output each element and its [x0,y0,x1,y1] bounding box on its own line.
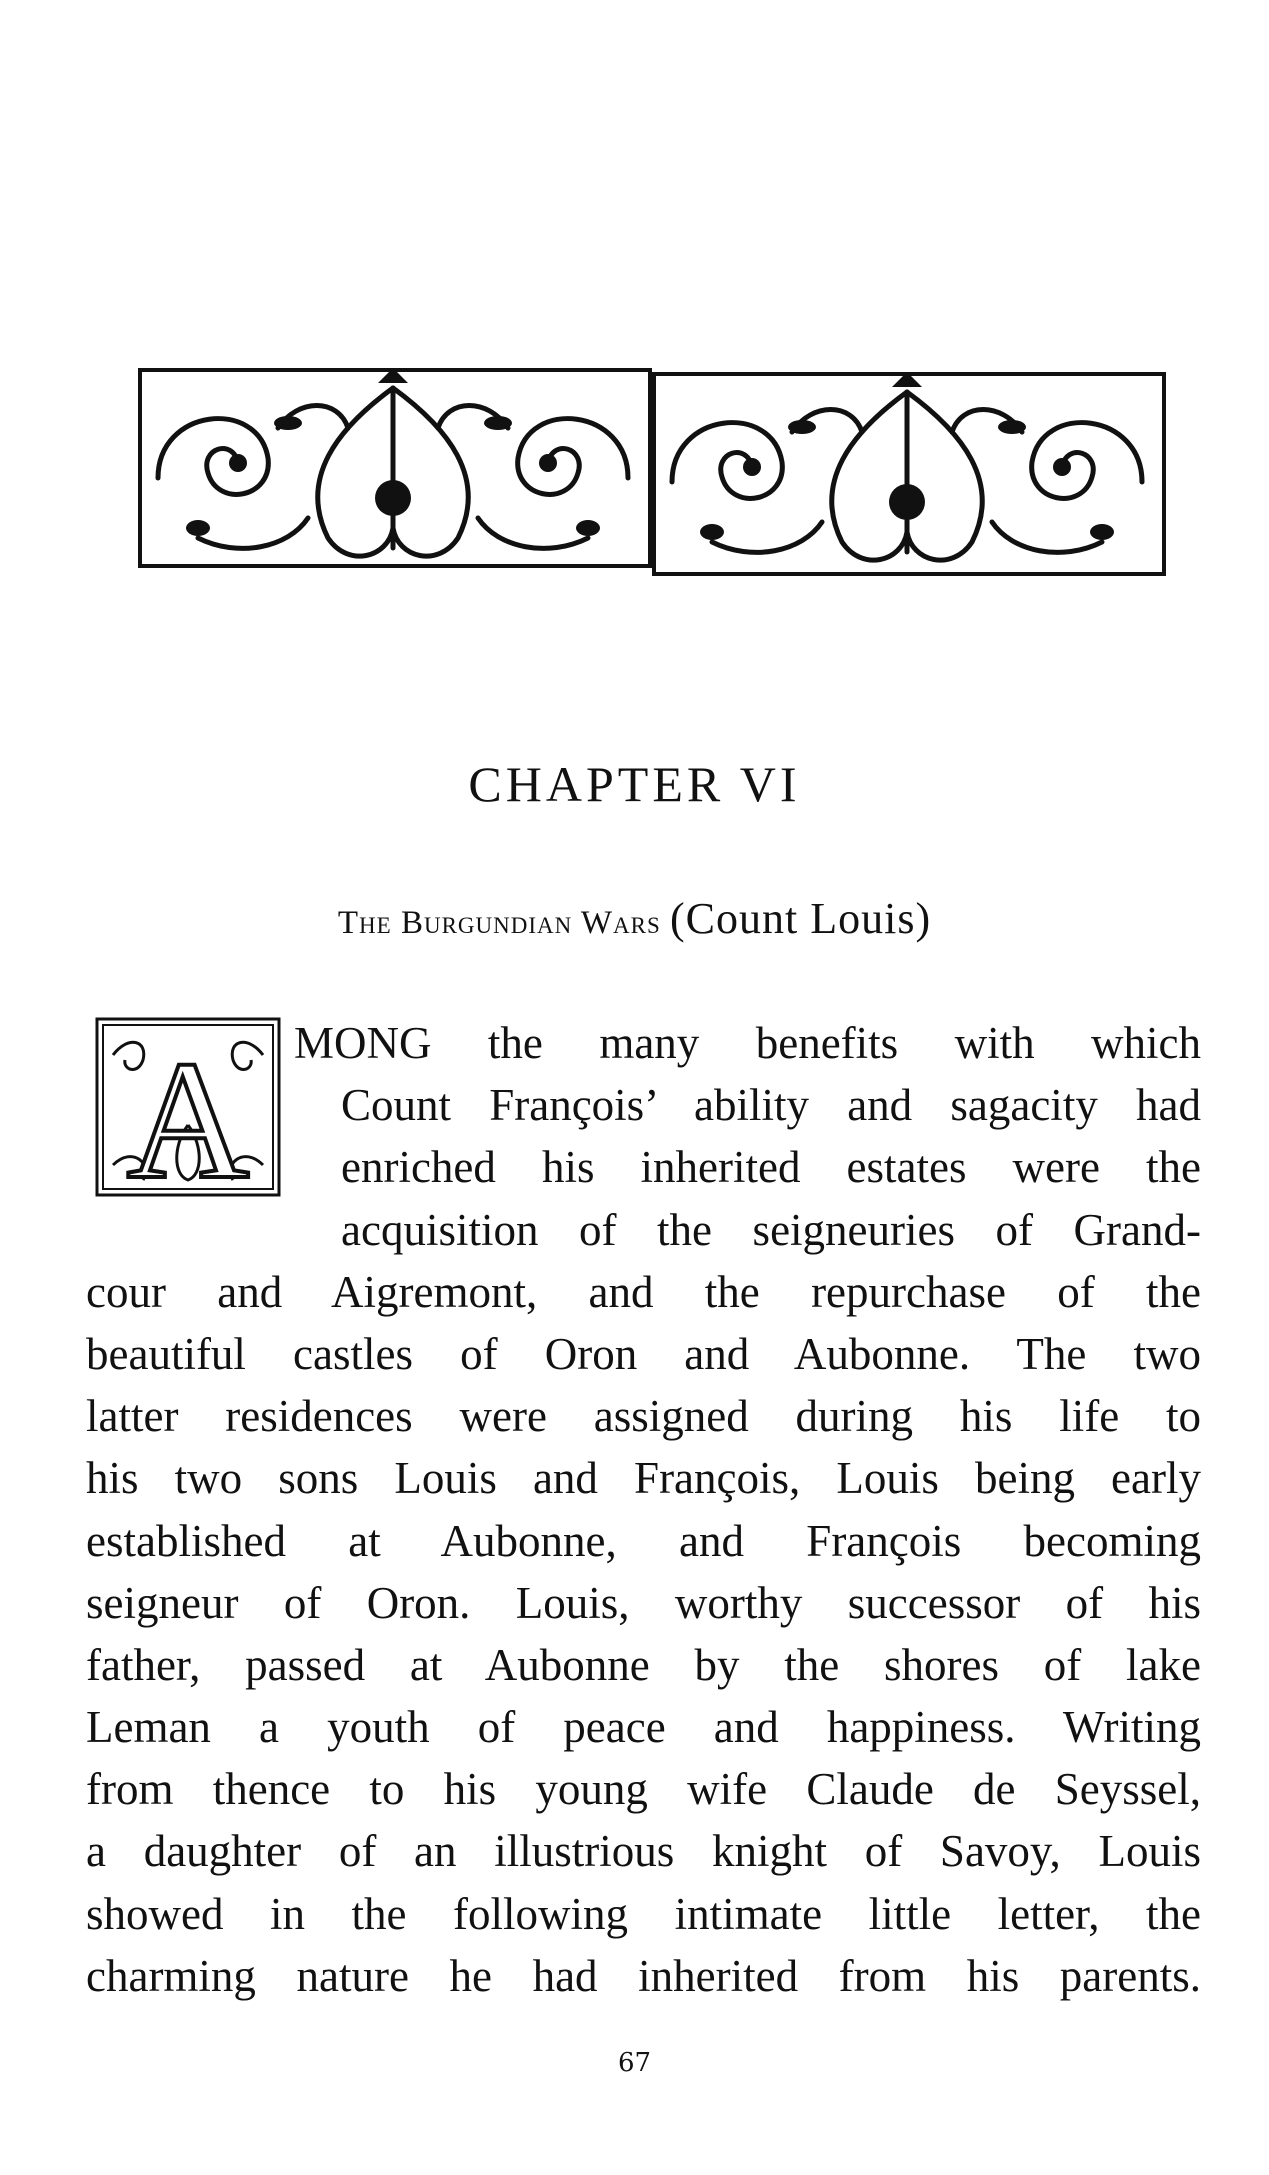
text-line: charming nature he had inherited from his parents. [86,1950,1201,2001]
text-line: Count François’ ability and sagacity had [341,1080,1201,1131]
text-line: latter residences were assigned during his life to [86,1391,1201,1442]
body-paragraph [86,1012,1201,2007]
text-line: seigneur of Oron. Louis, worthy successor of his [86,1577,1201,1628]
text-line: acquisition of the seigneuries of Grand- [341,1204,1201,1255]
text-line: showed in the following intimate little letter, the [86,1888,1201,1939]
text-line: established at Aubonne, and François becoming [86,1515,1201,1566]
text-line: a daughter of an illustrious knight of Savoy, Louis [86,1826,1201,1877]
text-line: from thence to his young wife Claude de Seyssel, [86,1764,1201,1815]
subtitle-smallcaps: The Burgundian Wars [337,905,661,941]
subtitle-paren: (Count Louis) [670,894,932,943]
text-line: MONG the many benefits with which [294,1018,1201,1068]
text-line: beautiful castles of Oron and Aubonne. The two [86,1328,1201,1379]
text-line: enriched his inherited estates were the [341,1142,1201,1193]
text-line: cour and Aigremont, and the repurchase of the [86,1266,1201,1317]
floral-headpiece-icon [138,368,1168,578]
svg-text:A: A [126,1026,250,1203]
text-line: Leman a youth of peace and happiness. Writing [86,1702,1201,1753]
text-line: father, passed at Aubonne by the shores of lake [86,1639,1201,1690]
text-line: his two sons Louis and François, Louis being early [86,1453,1201,1504]
chapter-subtitle [0,893,1269,944]
chapter-title: CHAPTER VI [468,756,801,812]
page-number: 67 [617,2048,652,2078]
